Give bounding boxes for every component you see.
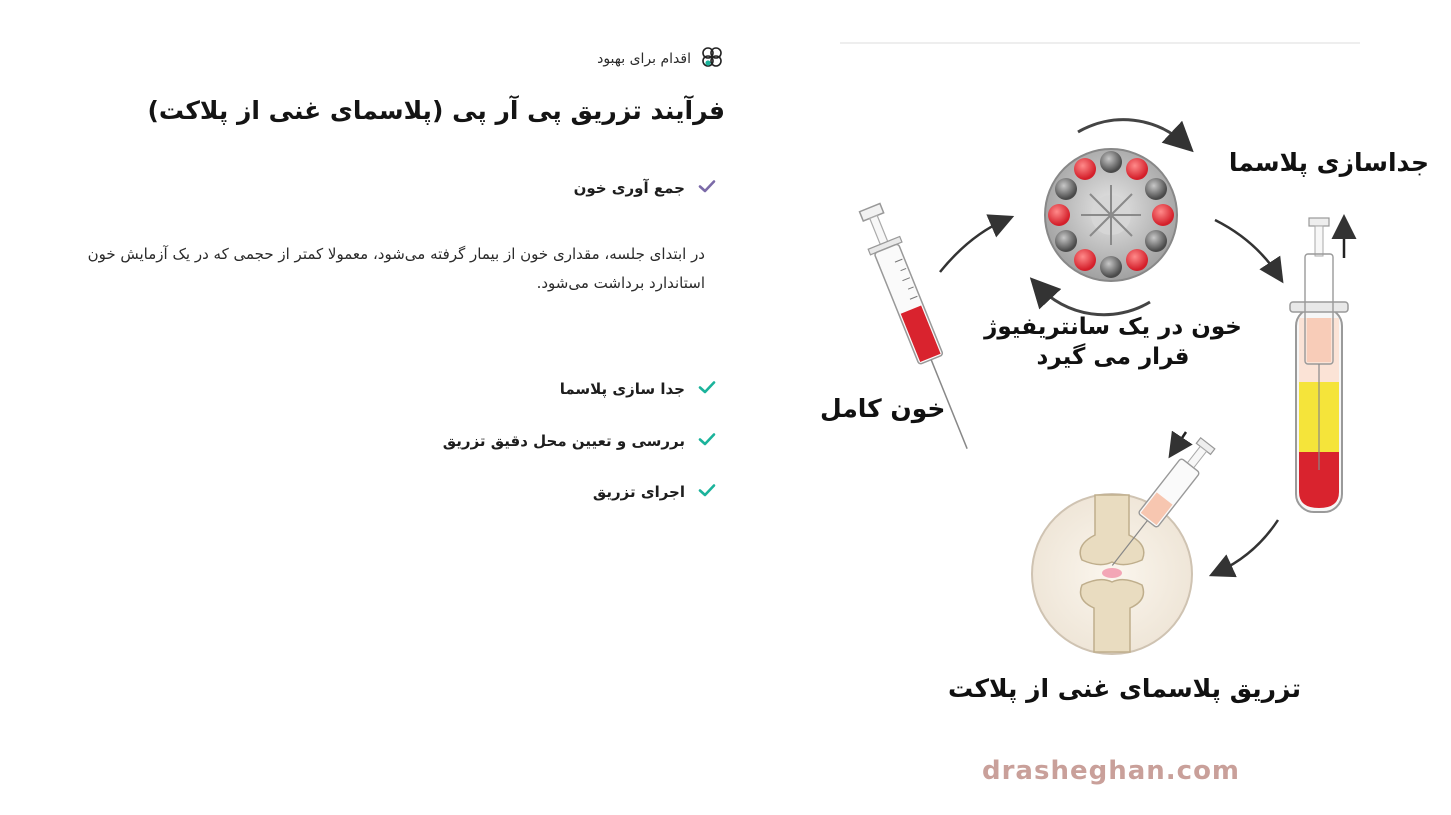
prp-process-illustration (800, 40, 1451, 810)
check-icon (697, 377, 717, 401)
step-label: جدا سازی پلاسما (559, 380, 685, 398)
separated-plasma-tube (1290, 218, 1348, 512)
eyebrow-text: اقدام برای بهبود (597, 51, 691, 67)
step-label: جمع آوری خون (573, 179, 685, 197)
page-title: فرآیند تزریق پی آر پی (پلاسمای غنی از پلاکت) (147, 96, 725, 125)
check-icon (697, 480, 717, 504)
clover-icon (699, 44, 725, 74)
step-description: در ابتدای جلسه، مقداری خون از بیمار گرفته می‌شود، معمولا کمتر از حجمی که در یک آزمایش خون استاندارد برداشت می‌شود. (87, 245, 705, 292)
check-icon (697, 429, 717, 453)
step-item-blood-collection (574, 176, 717, 200)
label-plasma-separation: جداسازی پلاسما (1228, 148, 1429, 177)
check-icon (697, 176, 717, 200)
watermark: drasheghan.com (982, 756, 1241, 786)
knee-joint-injection (1032, 432, 1217, 654)
step-item-injection-site (443, 429, 717, 453)
label-centrifuge: خون در یک سانتریفیوژ قرار می گیرد (984, 314, 1242, 370)
label-whole-blood: خون کامل (820, 394, 946, 423)
eyebrow (597, 44, 725, 74)
step-item-injection (593, 480, 717, 504)
label-injection: تزریق پلاسمای غنی از پلاکت (948, 674, 1301, 703)
step-label: بررسی و تعیین محل دقیق تزریق (442, 432, 685, 450)
centrifuge-rotor (1038, 120, 1185, 315)
step-item-plasma-separation (560, 377, 717, 401)
step-label: اجرای تزریق (592, 483, 685, 501)
